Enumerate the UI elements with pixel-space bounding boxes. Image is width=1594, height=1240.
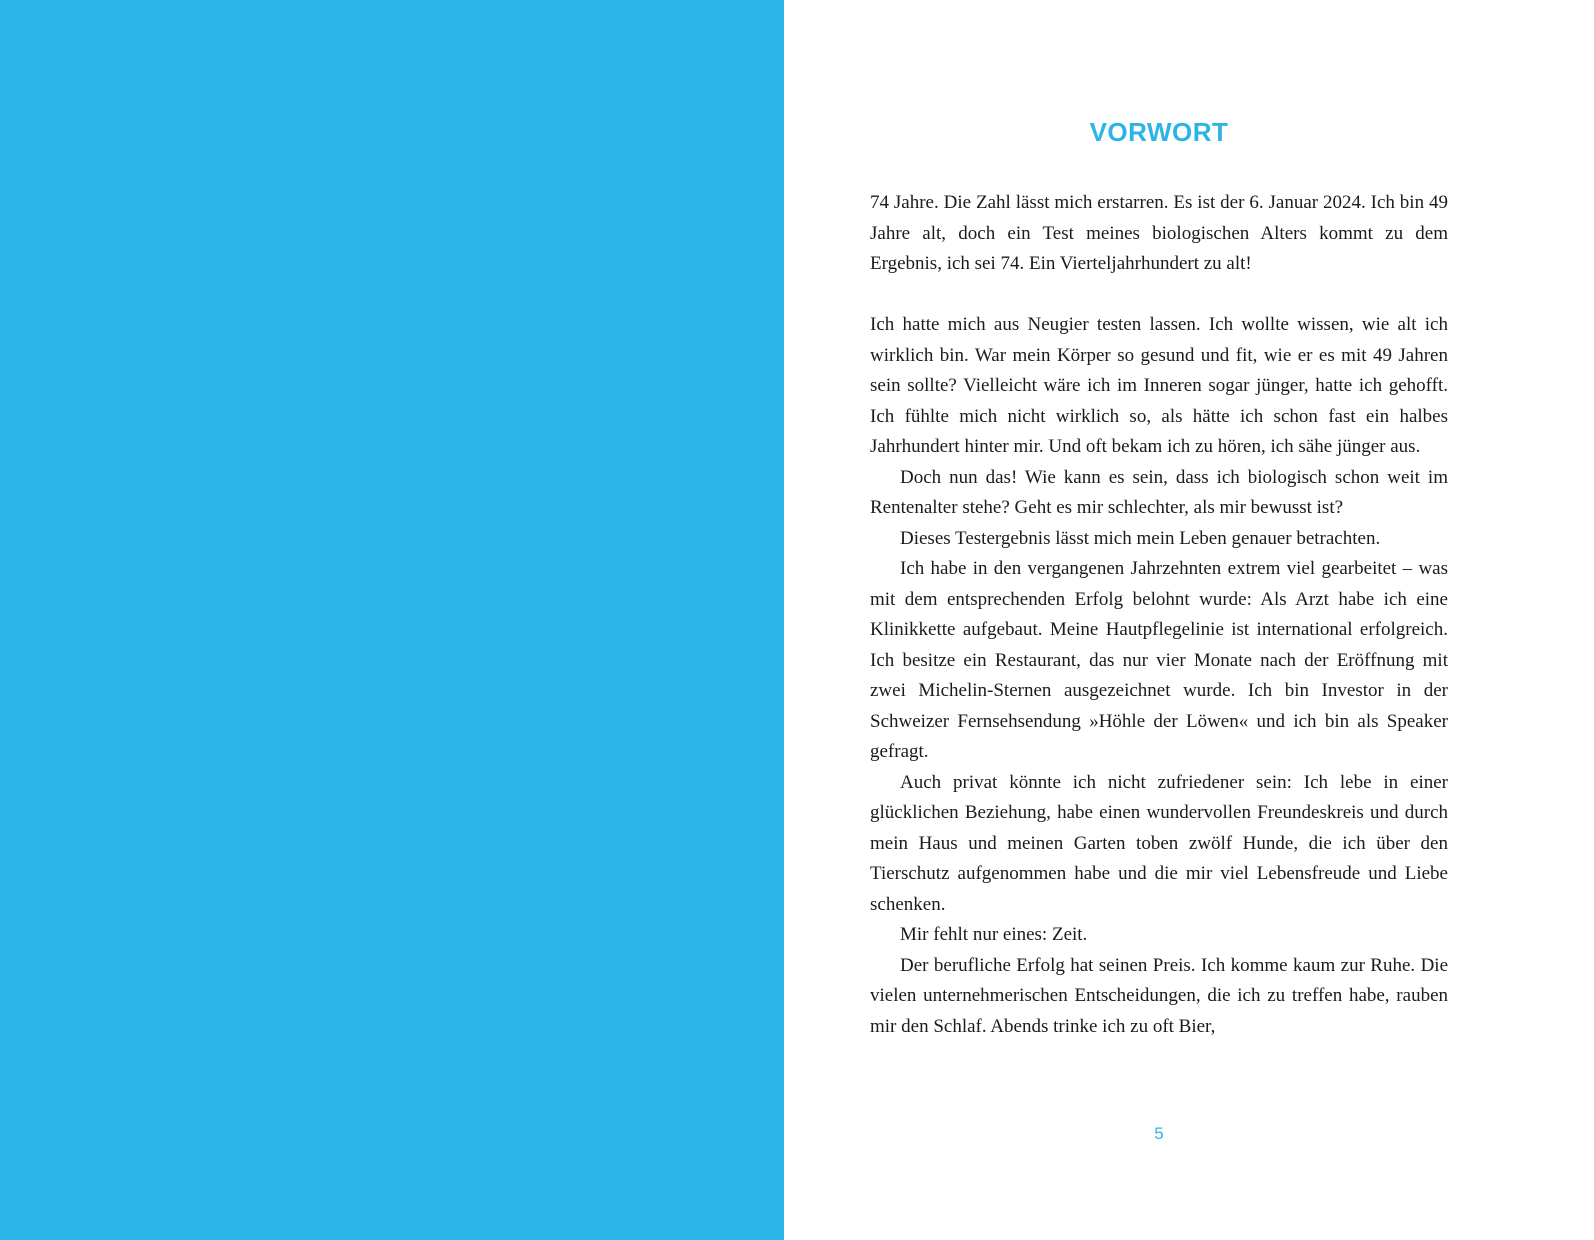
paragraph: Mir fehlt nur eines: Zeit. — [900, 924, 1088, 945]
page-number: 5 — [1154, 1124, 1164, 1143]
paragraph: Doch nun das! Wie kann es sein, dass ich biologisch schon weit im Rentenalter stehe? Geht es mir schlechter, als mir bewusst ist? — [870, 466, 1448, 518]
paragraph: Auch privat könnte ich nicht zufriedener sein: Ich lebe in einer glücklichen Beziehung, habe einen wundervollen Freundeskreis und durch mein Haus und meinen Garten toben zwölf Hunde, die ich über den Tierschutz aufgenommen habe und die mir viel Lebensfreude und Liebe schenken. — [870, 771, 1448, 915]
text-column — [870, 0, 1448, 1042]
paragraph: Der berufliche Erfolg hat seinen Preis. Ich komme kaum zur Ruhe. Die vielen unternehmerischen Entscheidungen, die ich zu treffen habe, rauben mir den Schlaf. Abends trinke ich zu oft Bier, — [870, 954, 1448, 1037]
paragraph: Dieses Testergebnis lässt mich mein Leben genauer betrachten. — [900, 527, 1381, 549]
left-color-panel — [0, 0, 784, 1240]
paragraph: Ich hatte mich aus Neugier testen lassen. Ich wollte wissen, wie alt ich wirklich bin. War mein Körper so gesund und fit, wie er es mit 49 Jahren sein sollte? Vielleicht wäre ich im Inneren sogar jünger, hatte ich gehofft. Ich fühlte mich nicht wirklich so, als hätte ich schon fast ein halbes Jahrhundert hinter mir. Und oft bekam ich zu hören, ich sähe jünger aus. — [870, 314, 1448, 457]
page-title: VORWORT — [1089, 117, 1229, 147]
paragraph: Ich habe in den vergangenen Jahrzehnten extrem viel gearbeitet – was mit dem entsprechenden Erfolg belohnt wurde: Als Arzt habe ich eine Klinikkette aufgebaut. Meine Hautpflegelinie ist international erfolgreich. Ich besitze ein Restaurant, das nur vier Monate nach der Eröffnung mit zwei Michelin-Sternen ausgezeichnet wurde. Ich bin Investor in der Schweizer Fernsehsendung »Höhle der Löwen« und ich bin als Speaker gefragt. — [870, 558, 1448, 762]
paragraph: 74 Jahre. Die Zahl lässt mich erstarren. Es ist der 6. Januar 2024. Ich bin 49 Jahre alt, doch ein Test meines biologischen Alters kommt zu dem Ergebnis, ich sei 74. Ein Vierteljahrhundert zu alt! — [870, 192, 1448, 274]
body-text — [870, 188, 1448, 1042]
